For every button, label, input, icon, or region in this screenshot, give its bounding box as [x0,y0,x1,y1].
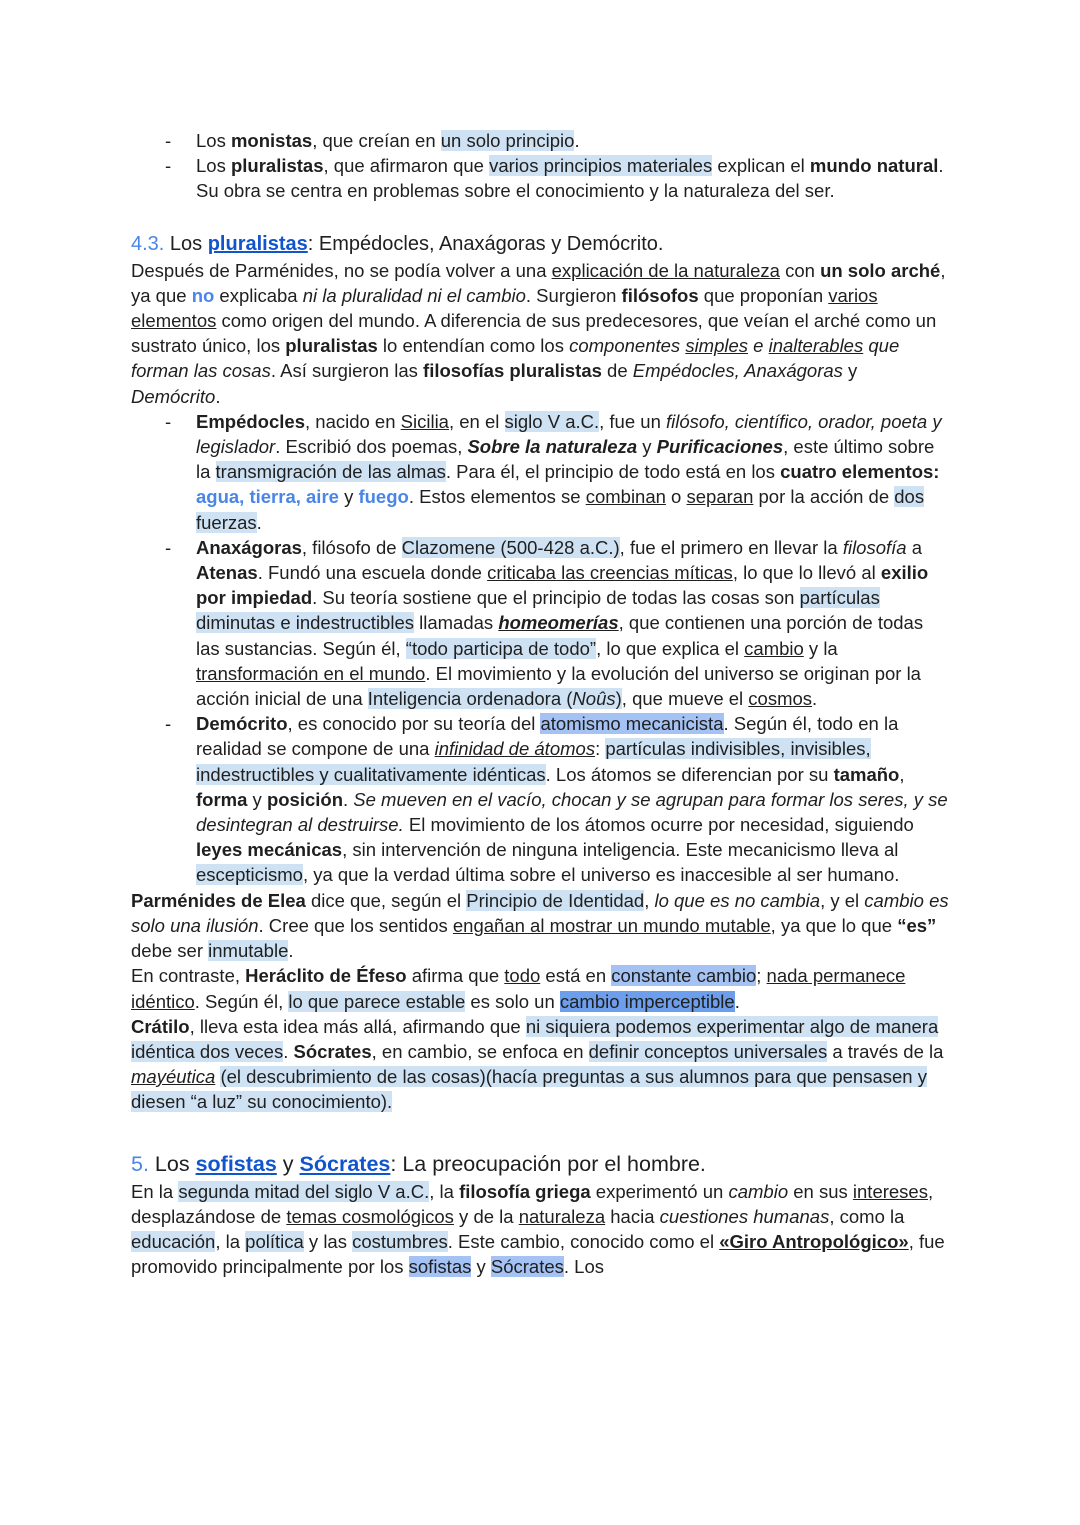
text-run: Inteligencia ordenadora ( [367,688,573,710]
text-run: homeomerías [498,612,619,634]
document-page [131,128,951,1279]
text-run: partículas diminutas e indestructibles [196,587,880,634]
philosophers-list [131,409,951,888]
text-run: llamadas [414,612,499,634]
text-run: debe ser [131,940,209,962]
text-run: . Cree que los sentidos [258,914,453,936]
text-run: : [595,738,606,760]
text: Los [196,155,231,177]
text-run: . [215,385,221,407]
text-run: temas cosmológicos [286,1205,454,1227]
text-run: , lo que lo llevó al [732,562,881,584]
text-run: , fue promovido principalmente por los [131,1230,945,1278]
section-heading-4-3 [131,231,951,258]
text-run: separan [686,486,754,508]
text-run: Crátilo [131,1015,190,1037]
text-run: explicación de la naturaleza [551,259,780,281]
text-run: , ya que lo que [770,914,898,936]
text-run: “es” [897,914,937,936]
text-run: engañan al mostrar un mundo mutable [452,914,771,936]
text-run: sofistas [408,1256,472,1278]
text-run: “todo participa de todo” [405,637,597,659]
list-item-democrito [131,711,951,887]
text-run: , fue el primero en llevar la [619,536,843,558]
text-run: intereses [852,1180,928,1202]
socrates-link[interactable]: Sócrates [299,1151,391,1176]
list-item-anaxagoras [131,535,951,711]
text-run: a [906,536,923,558]
text-run: «Giro Antropológico» [719,1230,909,1252]
text-run: en sus [788,1180,853,1202]
text-run: criticaba las creencias míticas [487,562,733,584]
section-heading-5 [131,1149,951,1179]
text-run: inalterables [768,335,864,357]
text: Los [196,130,231,151]
text-run: , en cambio, se enfoca en [371,1040,589,1062]
text-run: no [191,284,215,306]
text-run: y [338,486,359,508]
highlight: varios principios materiales [489,155,713,177]
text-run: . [288,940,294,962]
text-run: inmutable [208,940,289,962]
text-run: educación [131,1230,216,1252]
paragraph-parmenides [131,888,951,964]
text-run: , la [215,1230,246,1252]
text-run: y las [303,1230,353,1252]
bold-text: monistas [230,130,313,151]
text-run: Empédocles, Anaxágoras [632,360,843,382]
text-run: , y el [820,889,865,911]
text-run: leyes mecánicas [196,839,343,861]
text-run: . El movimiento y la evolución del universo se originan por la acción inicial de una [196,662,921,710]
text-run: . [283,1040,294,1062]
text-run: Noûs [572,688,616,710]
text-run: . [343,788,354,810]
section-number: 4.3. [131,232,165,255]
text-run: . [812,688,818,710]
bold-text: pluralistas [230,155,324,177]
text-run: filósofo, científico, orador, poeta y legislador [196,410,942,458]
text-run: política [245,1230,304,1252]
text-run: componentes [569,335,686,357]
text-run: Empédocles [196,410,305,432]
text-run: . Este cambio, conocido como el [447,1230,720,1252]
sofistas-link[interactable]: sofistas [195,1151,277,1176]
text-run: . Surgieron [525,284,622,306]
text-run: ; [756,965,767,987]
text-run: . Fundó una escuela donde [257,562,488,584]
text-run: , [644,889,655,911]
text-run: Demócrito [196,713,288,735]
text-run: Anaxágoras [196,536,302,558]
text-run: cuestiones humanas [659,1205,830,1227]
text-run: Sicilia [400,410,449,432]
text-run: un solo arché [820,259,941,281]
text-run: (el descubrimiento de las cosas)(hacía preguntas a sus alumnos para que pensasen y diesen “a luz” su conocimiento). [131,1066,927,1113]
list-item-empedocles [131,409,951,535]
text-run: Heráclito de Éfeso [245,965,407,987]
text-run: filosofía griega [459,1180,591,1202]
text-run: atomismo mecanicista [540,713,724,735]
text-run: que forman las cosas [131,335,900,382]
text-run: , fue un [599,410,666,432]
text-run: , sin intervención de ninguna inteligencia. Este mecanicismo lleva al [342,839,899,861]
text-run: y de la [453,1205,519,1227]
text-run: por la acción de [753,486,895,508]
text-run: . Según él, [194,990,289,1012]
text: , que afirmaron que [323,155,490,177]
text-run: o [665,486,687,508]
text-run: fuego [358,486,409,508]
text-run: . Escribió dos poemas, [275,436,468,458]
text-run: cambio [728,1180,789,1202]
text-run: todo [504,965,541,987]
text-run: , es conocido por su teoría del [287,713,541,735]
text-run: ni la pluralidad ni el cambio [302,284,526,306]
text-run: agua, tierra, aire [196,486,339,508]
text-run: como origen del mundo. A diferencia de sus predecesores, que veían el arché como un sustrato único, los [131,310,937,357]
text-run: Clazomene (500-428 a.C.) [401,536,620,558]
text-run: lo entendían como los [377,335,570,357]
text-run: y la [803,637,838,659]
text-run: . [256,511,262,533]
text-run: , lo que explica el [596,637,745,659]
text-run: combinan [585,486,666,508]
text-run: mayéutica [131,1066,216,1088]
text: y [276,1151,300,1176]
text-run: Principio de Identidad [466,889,645,911]
text-run: está en [540,965,612,987]
text-run: . Así surgieron las [270,360,424,382]
text-run: . Estos elementos se [408,486,586,508]
text-run: , como la [829,1205,905,1227]
text-run: filosofías pluralistas [423,360,602,382]
text: . Su obra se centra en problemas sobre el conocimiento y la naturaleza del ser. [196,155,944,202]
text-run: explicaba [214,284,303,306]
text-run: cambio imperceptible [559,990,735,1012]
text: explican el [712,155,810,177]
text-run: , [899,763,905,785]
text-run: , ya que la verdad última sobre el universo es inaccesible al ser humano. [302,864,900,886]
text-run: hacia [605,1205,660,1227]
paragraph-giro-antropologico [131,1179,951,1280]
text: , que creían en [312,130,441,151]
text-run: siglo V a.C. [504,410,600,432]
text-run: En contraste, [131,965,246,987]
text-run: lo que es no cambia [654,889,821,911]
text-run: constante cambio [611,965,757,987]
text-run: . Los átomos se diferencian por su [545,763,834,785]
text-run: Parménides de Elea [131,889,306,911]
text: Los [148,1151,196,1176]
text-run: posición [266,788,343,810]
paragraph-pluralistas [131,258,951,409]
text-run: dos fuerzas [196,486,925,533]
text-run: con [779,259,821,281]
text-run: simples [685,335,749,357]
pluralistas-link[interactable]: pluralistas [207,232,308,255]
text-run: . Los [563,1256,605,1278]
text-run: cuatro elementos: [780,461,940,483]
text-run: , este último sobre la [196,436,935,483]
text-run: es solo un [465,990,560,1012]
text-run: El movimiento de los átomos ocurre por necesidad, siguiendo [403,814,914,836]
text: . [574,130,580,151]
text: : La preocupación por el hombre. [390,1151,706,1176]
text-run: cambio [744,637,804,659]
text-run: transmigración de las almas [215,461,446,483]
text-run: . Para él, el principio de todo está en los [445,461,781,483]
text-run: transformación en el mundo [196,662,426,684]
text-run: partículas indivisibles, invisibles, indestructibles y cualitativamente idénticas [196,738,871,785]
highlight: un solo principio [440,130,575,151]
text-run: forma [196,788,248,810]
text-run: nada permanece idéntico [131,965,906,1012]
bold-text: mundo natural [809,155,939,177]
text-run: filosofía [842,536,907,558]
text-run: , ya que [131,259,946,306]
text-run: , nacido en [305,410,401,432]
text-run: Atenas [196,562,258,584]
text-run: . Según él, todo en la realidad se compone de una [196,713,899,760]
text-run: , desplazándose de [131,1180,934,1227]
text-run: naturaleza [518,1205,606,1227]
text-run: , en el [448,410,505,432]
text-run: Sócrates [293,1040,372,1062]
text-run: Demócrito [131,385,216,407]
text-run: infinidad de átomos [434,738,596,760]
text-run: varios elementos [131,284,878,332]
text-run: , la [429,1180,460,1202]
text-run: ) [615,688,622,710]
text-run: . [734,990,740,1012]
text: Los [164,232,208,255]
text-run: a través de la [827,1040,944,1062]
text-run: Después de Parménides, no se podía volver a una [131,259,552,281]
text-run: que proponían [698,284,829,306]
text-run: , que contienen una porción de todas las sustancias. Según él, [196,612,924,659]
intro-list [131,128,951,204]
text-run: definir conceptos universales [588,1040,828,1062]
text-run: cambio es solo una ilusión [131,889,949,936]
text-run: y [471,1256,491,1278]
text-run: , que mueve el [621,688,749,710]
text-run: filósofos [621,284,699,306]
text-run: y [842,360,858,382]
paragraph-heraclito [131,963,951,1013]
text-run: lo que parece estable [288,990,466,1012]
text-run: Se mueven en el vacío, chocan y se agrupan para formar los seres, y se desintegran al destruirse. [196,788,948,836]
text-run: En la [131,1180,179,1202]
text-run: , lleva esta idea más allá, afirmando que [189,1015,526,1037]
text-run: y [637,436,657,458]
text-run: experimentó un [590,1180,729,1202]
text-run: Purificaciones [656,436,784,458]
text-run: tamaño [833,763,900,785]
text-run: Sobre la naturaleza [467,436,638,458]
text-run: e [748,335,769,357]
text-run: dice que, según el [305,889,467,911]
text-run: y [247,788,267,810]
text-run: afirma que [406,965,505,987]
text-run: costumbres [352,1230,448,1252]
text: : Empédocles, Anaxágoras y Demócrito. [307,232,664,255]
text-run: , filósofo de [301,536,402,558]
paragraph-cratilo [131,1014,951,1115]
text-run: Sócrates [490,1256,564,1278]
text-run: exilio por impiedad [196,562,929,609]
text-run: ni siquiera podemos experimentar algo de manera idéntica dos veces [131,1015,939,1062]
text-run: escepticismo [196,864,303,886]
section-number: 5. [131,1151,149,1176]
text-run: de [601,360,633,382]
text-run: segunda mitad del siglo V a.C. [178,1180,430,1202]
text-run: cosmos [748,688,813,710]
text-run: . Su teoría sostiene que el principio de todas las cosas son [312,587,800,609]
text-run: pluralistas [285,335,378,357]
list-item [131,153,951,203]
list-item [131,128,951,153]
